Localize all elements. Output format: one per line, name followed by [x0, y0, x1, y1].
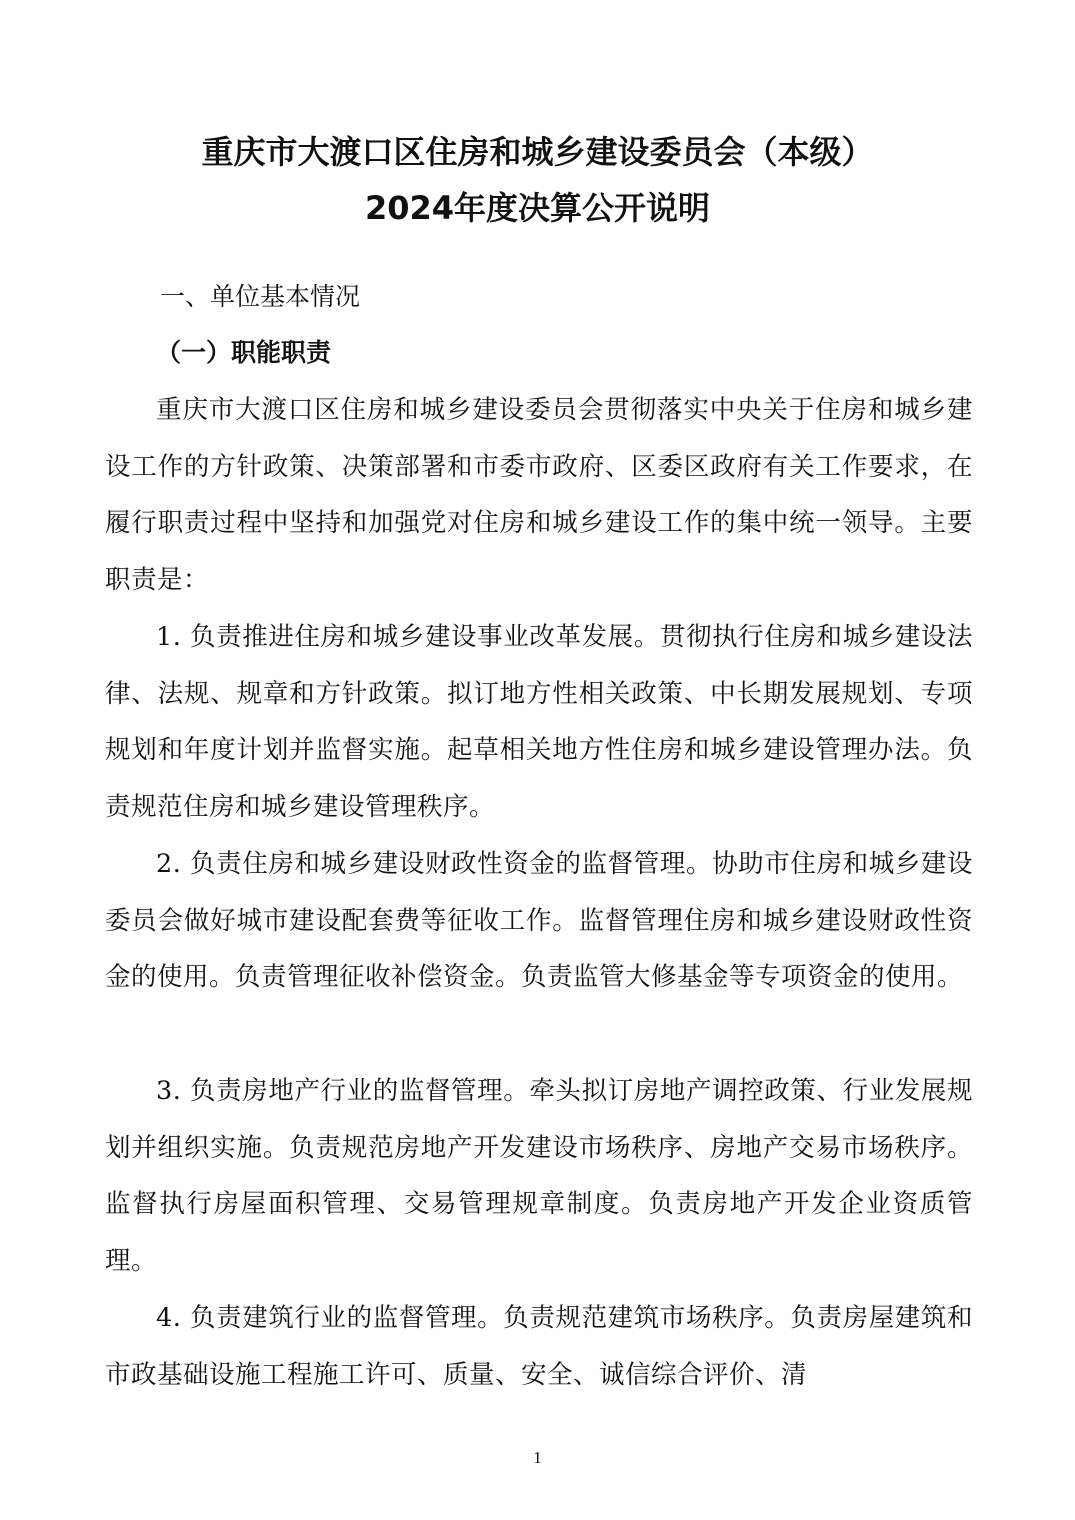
page-number: 1: [533, 1448, 542, 1467]
subsection-heading: （一）职能职责: [156, 338, 332, 367]
document-title-line-2: 2024年度决算公开说明: [364, 189, 711, 227]
paragraph-duty-1: 1. 负责推进住房和城乡建设事业改革发展。贯彻执行住房和城乡建设法律、法规、规章和方针政策。拟订地方性相关政策、中长期发展规划、专项规划和年度计划并监督实施。起草相关地方性住房和城乡建设管理办法。负责规范住房和城乡建设管理秩序。: [105, 622, 973, 822]
paragraph-duty-2: 2. 负责住房和城乡建设财政性资金的监督管理。协助市住房和城乡建设委员会做好城市建设配套费等征收工作。监督管理住房和城乡建设财政性资金的使用。负责管理征收补偿资金。负责监管大修基金等专项资金的使用。: [105, 849, 973, 993]
paragraph-duty-4: 4. 负责建筑行业的监督管理。负责规范建筑市场秩序。负责房屋建筑和市政基础设施工程施工许可、质量、安全、诚信综合评价、清: [105, 1303, 973, 1390]
paragraph-duty-3: 3. 负责房地产行业的监督管理。牵头拟订房地产调控政策、行业发展规划并组织实施。负责规范房地产开发建设市场秩序、房地产交易市场秩序。监督执行房屋面积管理、交易管理规章制度。负责房地产开发企业资质管理。: [105, 1076, 973, 1276]
document-title-line-1: 重庆市大渡口区住房和城乡建设委员会（本级）: [201, 133, 874, 171]
section-heading: 一、单位基本情况: [160, 282, 361, 311]
paragraph-intro: 重庆市大渡口区住房和城乡建设委员会贯彻落实中央关于住房和城乡建设工作的方针政策、决策部署和市委市政府、区委区政府有关工作要求，在履行职责过程中坚持和加强党对住房和城乡建设工作的集中统一领导。主要职责是：: [105, 395, 973, 595]
